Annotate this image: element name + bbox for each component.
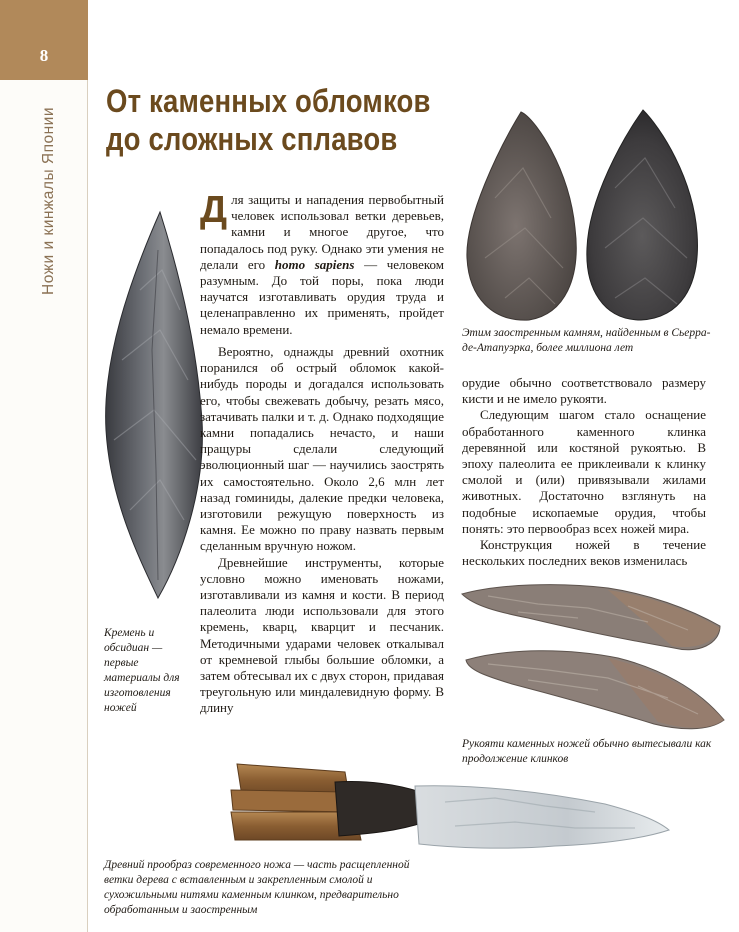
paragraph-4: орудие обычно соответствовало размеру кисти и не имело рукояти. bbox=[462, 375, 706, 407]
main-text-column bbox=[200, 189, 444, 338]
ancient-hafted-knife-photo bbox=[225, 762, 673, 856]
caption-handles: Рукояти каменных ножей обычно вытесывали как продолжение клинков bbox=[462, 738, 712, 765]
article-title bbox=[106, 82, 483, 158]
paragraph-6: Конструкция ножей в течение нескольких последних веков изменилась bbox=[462, 537, 706, 569]
page-number-tab bbox=[0, 0, 88, 80]
paragraph-1 bbox=[200, 189, 444, 338]
paragraph-3: Древнейшие инструменты, которые условно можно именовать ножами, изготавливали из камня и кости. В период палеолита люди использовали для этого кремень, кварц, кварцит и песчаник. Методичными ударами человек откалывал от кремневой глыбы большие обломки, а затем обтесывал их с двух сторон, придавая треугольную или миндалевидную форму. В длину bbox=[200, 554, 444, 716]
article-title-line-1: От каменных обломков bbox=[106, 83, 431, 119]
term-homo-sapiens: homo sapiens bbox=[274, 256, 355, 272]
right-text-column bbox=[462, 375, 706, 569]
drop-cap: Д bbox=[200, 189, 228, 231]
paragraph-5: Следующим шагом стало оснащение обработанного каменного клинка деревянной или костяной рукоятью. В эпоху палеолита ее приклеивали к клинку смолой и (или) привязывали жилами животных. Достаточно взглянуть на подобные ископаемые орудия, чтобы понять: это первообраз всех ножей мира. bbox=[462, 407, 706, 536]
paragraph-1-text: ля защиты и нападения первобытный человек использовал ветки деревьев, камни и многое другое, что попадалось под руку. Однако эти умения не делали его bbox=[200, 192, 444, 272]
article-title-line-2: до сложных сплавов bbox=[106, 121, 398, 157]
obsidian-blade-photo bbox=[100, 210, 210, 600]
caption-knife: Древний прообраз современного ножа — часть расщепленной ветки дерева с вставленным и закрепленным смолой и сухожильными нитями каменным клинком, предварительно обработанным и заостренным bbox=[104, 859, 410, 916]
hand-axes-photo bbox=[465, 108, 720, 323]
page-number: 8 bbox=[39, 46, 49, 65]
running-section-title: Ножи и кинжалы Японии bbox=[40, 106, 57, 295]
hafted-stone-knives-photo bbox=[458, 578, 728, 736]
caption-stones: Этим заостренным камням, найденным в Сьерра-де-Атапуэрка, более миллиона лет bbox=[462, 327, 711, 354]
text-column-2 bbox=[200, 344, 444, 717]
paragraph-2: Вероятно, однажды древний охотник поранился об острый обломок какой-нибудь породы и догадался использовать его, чтобы свежевать добычу, резать мясо, затачивать палки и т. д. Однако подходящие камни попадались нечасто, и наши пращуры сделали следующий эволюционный шаг — научились заострять их самостоятельно. Около 2,6 млн лет назад гоминиды, далекие предки человека, изготовили режущую поверхность из камня. Ее можно по праву назвать первым сделанным вручную ножом. bbox=[200, 344, 444, 554]
caption-flint: Кремень и обсидиан — первые материалы для изготовления ножей bbox=[104, 627, 180, 714]
paragraph-1-end: — человеком разумным. До той поры, пока люди научатся изготавливать орудия труда и целенаправленно их применять, пройдет немало времени. bbox=[200, 256, 444, 337]
